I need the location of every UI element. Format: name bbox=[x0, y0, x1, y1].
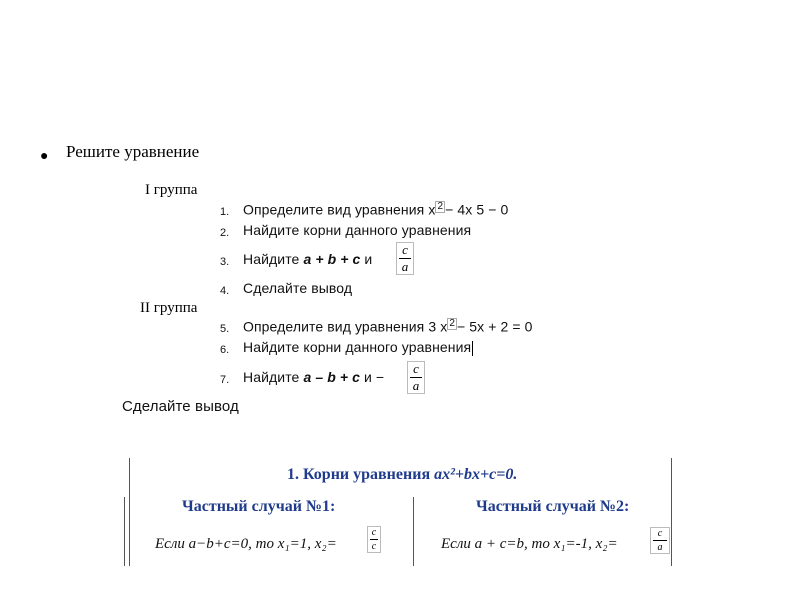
item6-number: 6. bbox=[220, 344, 230, 356]
item3-label: Найдите bbox=[243, 251, 304, 267]
case2-frac-den: a bbox=[657, 542, 663, 553]
item3-text bbox=[243, 251, 372, 267]
item5-label: Определите вид уравнения 3 x bbox=[243, 318, 448, 335]
table-right-border bbox=[671, 458, 672, 566]
item5-exponent: 2 bbox=[449, 318, 456, 329]
item2-number: 2. bbox=[220, 227, 230, 239]
item5-rest: − 5x + 2 = 0 bbox=[457, 318, 533, 335]
item1-text bbox=[243, 201, 508, 218]
item7-frac-num: c bbox=[413, 361, 419, 376]
case2-fraction bbox=[650, 527, 670, 554]
item5-text bbox=[243, 318, 533, 335]
case2-row: Если a + c=b, то x₁=-1, x₂= bbox=[441, 536, 618, 552]
item7-and: и − bbox=[359, 369, 385, 385]
item7-expression: a – b + c bbox=[303, 369, 360, 385]
table-title bbox=[287, 466, 517, 484]
item7-label: Найдите bbox=[243, 369, 304, 385]
item4-text: Сделайте вывод bbox=[243, 280, 353, 296]
conclusion-text: Сделайте вывод bbox=[122, 398, 239, 415]
bullet-icon: ● bbox=[40, 149, 49, 164]
case1-row: Если a−b+c=0, то x₁=1, x₂= bbox=[155, 536, 337, 552]
item3-expression: a + b + c bbox=[303, 251, 361, 267]
text-cursor bbox=[472, 341, 473, 356]
task-heading: Решите уравнение bbox=[66, 142, 200, 161]
item1-number: 1. bbox=[220, 206, 230, 218]
item6-text bbox=[243, 339, 473, 356]
case2-frac-num: c bbox=[657, 528, 663, 539]
item4-number: 4. bbox=[220, 285, 230, 297]
item6-label: Найдите корни данного уравнения bbox=[243, 339, 472, 355]
item1-label: Определите вид уравнения x bbox=[243, 201, 436, 218]
group1-title: I группа bbox=[145, 182, 198, 198]
item3-and: и bbox=[360, 251, 373, 267]
case1-fraction bbox=[367, 526, 381, 553]
case1-frac-den: c bbox=[371, 541, 377, 552]
item5-number: 5. bbox=[220, 323, 230, 335]
fraction-bar bbox=[653, 540, 667, 541]
item3-number: 3. bbox=[220, 256, 230, 268]
table-column-divider bbox=[413, 497, 414, 566]
table-title-text: 1. Корни уравнения bbox=[287, 466, 435, 483]
group2-title: II группа bbox=[140, 300, 198, 316]
item7-number: 7. bbox=[220, 374, 230, 386]
case1-frac-num: c bbox=[371, 527, 377, 538]
item1-rest: − 4x 5 − 0 bbox=[445, 201, 509, 218]
table-left-border-outer bbox=[124, 497, 125, 566]
table-title-equation: ax²+bx+c=0. bbox=[434, 466, 518, 483]
item2-text: Найдите корни данного уравнения bbox=[243, 222, 472, 238]
item7-frac-den: a bbox=[412, 378, 420, 393]
fraction-bar bbox=[370, 539, 378, 540]
table-left-border bbox=[129, 458, 130, 566]
item3-frac-num: c bbox=[402, 242, 408, 257]
item7-fraction bbox=[407, 361, 425, 394]
item1-exponent: 2 bbox=[437, 201, 444, 212]
item7-text bbox=[243, 369, 384, 385]
item3-fraction bbox=[396, 242, 414, 275]
case2-header: Частный случай №2: bbox=[476, 498, 630, 515]
item3-frac-den: a bbox=[401, 259, 409, 274]
case1-header: Частный случай №1: bbox=[182, 498, 336, 515]
